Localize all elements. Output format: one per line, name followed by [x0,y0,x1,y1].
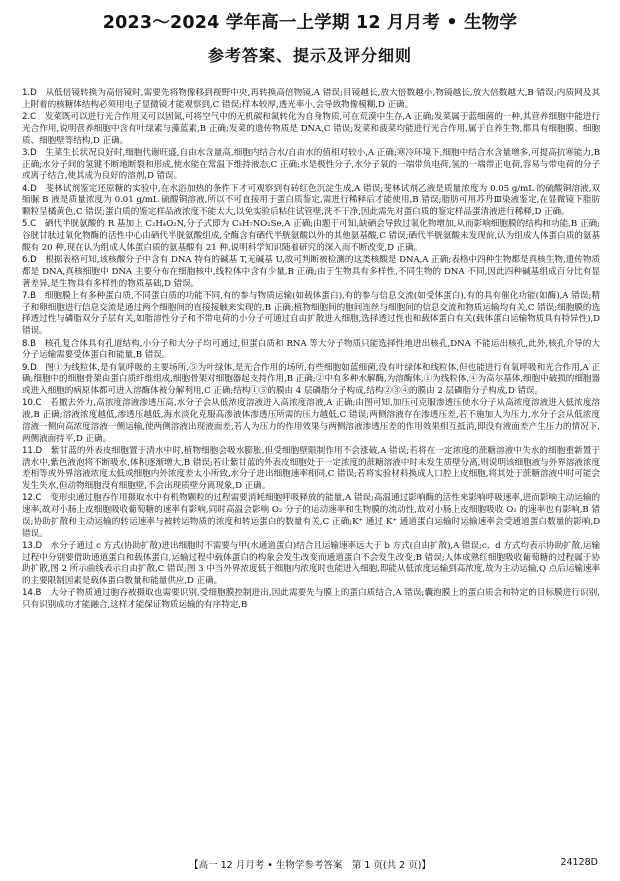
answer-text: 水分子通过 c 方式(协助扩散)进出细胞时不需要与甲(水通道蛋白)结合且运输速率远大于 b 方式(自由扩散),A 错误;c、d 方式均表示协助扩散,运输过程中分别要借助通道蛋白和载体蛋白,运输过程中载体蛋白的构象会发生改变而通道蛋白不会发生改变,B 错误;人体成熟红细胞吸收葡萄糖的过程属于协助扩散,图 2 所示曲线表示自由扩散,C 错误;图 3 中当外界浓度低于细胞内浓度时也能进入细胞,即能从低浓度运输到高浓度,故为主动运输,Q 点后运输速率的主要限制因素是载体蛋白数量和能量供应,D 正确。 [22,540,600,587]
answer-text: 核孔复合体具有孔道结构,小分子和大分子均可通过,但蛋白质和 RNA 等大分子物质只能选择性地进出核孔,DNA 不能运出核孔,此外,核孔介导的大分子运输需要受体蛋白和能量,B 错误。 [22,338,600,361]
answer-number: 10.C [22,398,42,409]
answer-number: 11.D [22,445,43,456]
answer-text: 发菜既可以进行光合作用又可以固氮,可将空气中的无机碳和氮转化为自身物质,可在荒漠中生存,A 正确;发菜属于蓝细菌的一种,其营养细胞中能进行光合作用,说明营养细胞中含有叶绿素与藻蓝素,B 正确;发菜的遗传物质是 DNA,C 错误;发菜和菠菜均能进行光合作用,属于自养生物,都具有细胞膜、细胞质、细胞壁等结构,D 正确。 [22,112,600,146]
answer-list [22,88,600,850]
answer-text: 硒代半胱氨酸的 R 基加上 C₂H₄O₂N,分子式即为 C₃H₇NO₂Se,A 正确;由题干可知,缺硒会导致过氧化物增加,从而影响细胞膜的结构和功能,B 正确;谷胱甘肽过氧化物酶的活性中心由硒代半胱氨酸组成,全酶含有硒代半胱氨酸以外的其他氨基酸,C 错误;硒代半胱氨酸未发现前,认为组成人体蛋白质的氨基酸有 20 种,现在认为组成人体蛋白质的氨基酸有 21 种,说明科学知识随着研究的深入而不断改变,D 正确。 [22,219,600,253]
answer-text: 紫甘蓝的外表皮细胞置于清水中时,植物细胞会吸水膨胀,但受细胞壁限制作用不会涨破,A 错误;若将在一定浓度的蔗糖溶液中失水的细胞重新置于清水中,紫色液泡将不断吸水,体积逐渐增大,B 错误;若让紫甘蓝的外表皮细胞处于一定浓度的蔗糖溶液中时未发生质壁分离,则说明该细胞液与外界溶液浓度差相等或外界溶液浓度太低或细胞内外浓度差太小所致,水分子进出细胞速率相同,C 错误;若将实验材料换成人口腔上皮细胞,将其处于蔗糖溶液中时可能会发生失水,但动物细胞没有细胞壁,不会出现质壁分离现象,D 正确。 [22,445,600,492]
answer-number: 3.D [22,147,37,158]
footer-page-info: 【高一 12 月月考 • 生物学参考答案 第 1 页(共 2 页)】 [189,860,431,871]
answer-number: 13.D [22,540,43,551]
answer-item-7 [22,291,600,338]
answer-number: 2.C [22,112,37,123]
answer-item-14 [22,588,600,611]
answer-item-13 [22,541,600,588]
page-footer [0,856,620,872]
answer-text: 斐林试剂鉴定还原糖的实验中,在水浴加热的条件下才可观察到有砖红色沉淀生成,A 错误;斐林试剂乙液是质量浓度为 0.05 g/mL 的硫酸铜溶液,双缩脲 B 液是质量浓度为 0.01 g/mL 硫酸铜溶液,所以不可直接用于蛋白质鉴定,需进行稀释后才能使用,B 错误;脂肪可用苏丹Ⅲ染液鉴定,在显微镜下脂肪颗粒呈橘黄色,C 错误;蛋白质的鉴定样品液浓度不能太大,以免实验后粘住试管壁,洗不干净,因此需先对蛋白质的鉴定样品蛋清液进行稀释,D 正确。 [22,183,600,218]
answer-text: 细胞膜上有多种蛋白质,不同蛋白质的功能不同,有的参与物质运输(如载体蛋白),有的参与信息交流(如受体蛋白),有的具有催化功能(如酶),A 错误;精子和卵细胞进行信息交流是通过两个细胞间的直接接触来实现的,B 正确;植物细胞间的胞间连丝与细胞间的信息交流和物质运输均有关,C 错误;细胞膜的选择透过性与磷脂双分子层有关,如脂溶性分子和不带电荷的小分子可通过自由扩散进入细胞,选择透过性也和载体蛋白有关(载体蛋白运输物质具有特异性),D 错误。 [22,291,600,337]
footer-code: 24128D [560,857,598,868]
page-title: 2023～2024 学年高一上学期 12 月月考 • 生物学 [102,13,518,33]
answer-text: 若撤去外力,高浓度溶液渗透压高,水分子会从低浓度溶液进入高浓度溶液,A 正确;由图可知,加压可克服渗透压使水分子从高浓度溶液进入低浓度溶液,B 正确;溶液浓度越低,渗透压越低,海水淡化克服高渗液体渗透压所需的压力越低,C 错误;两侧溶液存在渗透压差,若不施加人为压力,水分子会从低浓度溶液一侧向高浓度溶液一侧运输,使两侧溶液出现液面差,若人为压力的作用效果与两侧溶液渗透压差的作用效果相互抵消,即没有液面差产生压力的情况下,两侧液面持平,D 正确。 [22,398,600,444]
answer-item-1 [22,88,600,111]
answer-text: 变形虫通过胞吞作用摄取水中有机物颗粒的过程需要消耗细胞呼吸释放的能量,A 错误;高温通过影响酶的活性来影响呼吸速率,进而影响主动运输的速率,故对小肠上皮细胞吸收葡萄糖的速率有影响,同时高温会影响 O₂ 分子的运动速率和生物膜的流动性,故对小肠上皮细胞吸收 O₂ 的速率也有影响,B 错误;协助扩散和主动运输的转运速率与被转运物质的浓度和转运蛋白的数量有关,C 正确;K⁺ 通过 K⁺ 通道蛋白运输时运输速率会受通道蛋白数量的影响,D 错误。 [22,493,600,539]
answer-number: 9.D [22,362,37,373]
answer-item-3 [22,148,600,183]
answer-number: 6.D [22,255,37,266]
answer-item-8 [22,339,600,362]
answer-number: 14.B [22,588,42,599]
answer-text: 根据表格可知,该核酸分子中含有 DNA 特有的碱基 T,无碱基 U,故可判断被检测的这类核酸是 DNA,A 正确;表格中四种生物都是真核生物,遗传物质都是 DNA,真核细胞中 DNA 主要分布在细胞核中,线粒体中含有少量,B 正确;由于生物具有多样性,不同生物的 DNA 不同,因此四种碱基组成百分比有显著差异,是生物具有多样性的物质基础,D 错误。 [22,255,600,289]
answer-item-6 [22,255,600,290]
page-subtitle: 参考答案、提示及评分细则 [207,46,412,65]
answer-item-2 [22,112,600,147]
answer-text: 从低倍镜转换为高倍镜时,需要先将物像移到视野中央,再转换高倍物镜,A 错误;目镜越长,放大倍数越小,物镜越长,放大倍数越大,B 错误;内质网及其上附着的核糖体结构必须用电子显微镜才能观察到,C 错误;样本较厚,透光率小,会导致物像模糊,D 正确。 [22,88,600,110]
answer-text: 大分子物质通过胞吞被摄取也需要识别,受细胞膜控制进出,因此需要先与膜上的蛋白质结合,A 错误;囊泡膜上的蛋白质会和特定的目标膜进行识别,只有识别成功才能融合,这样才能保证物质运输的有序特定,B [22,588,600,611]
answer-item-12 [22,493,600,540]
answer-text: 生菜生长状况良好时,细胞代谢旺盛,自由水含量高,细胞内结合水/自由水的值相对较小,A 正确;寒冷环境下,细胞中结合水含量增多,可提高抗寒能力,B 正确;水分子间的氢键不断地断裂和形成,使水能在常温下维持液态,C 正确;水是极性分子,水分子氧的一端带负电荷,氢的一端带正电荷,容易与带电荷的分子或离子结合,使其成为良好的溶剂,D 错误。 [22,147,600,182]
answer-item-11 [22,446,600,493]
answer-number: 7.B [22,291,36,302]
answer-item-5 [22,219,600,254]
answer-item-4 [22,184,600,219]
answer-number: 8.B [22,338,36,349]
answer-number: 4.D [22,183,37,194]
answer-number: 12.C [22,493,42,504]
answer-item-9 [22,363,600,398]
answer-text: 图①为线粒体,是有氧呼吸的主要场所,⑤为叶绿体,是光合作用的场所,有些细胞如蓝细菌,没有叶绿体和线粒体,但也能进行有氧呼吸和光合作用,A 正确;细胞中的细胞骨架由蛋白质纤维组成,细胞骨架对细胞器起支持作用,B 正确;②中有多种水解酶,为溶酶体,①为线粒体,④为高尔基体,细胞中破损的细胞器或进入细胞的病原体都可进入溶酶体被分解利用,C 正确;结构①⑤的膜由 4 层磷脂分子构成,结构②③④的膜由 2 层磷脂分子构成,D 错误。 [22,362,600,397]
answer-number: 1.D [22,88,37,98]
answer-number: 5.C [22,219,37,230]
answer-item-10 [22,398,600,445]
